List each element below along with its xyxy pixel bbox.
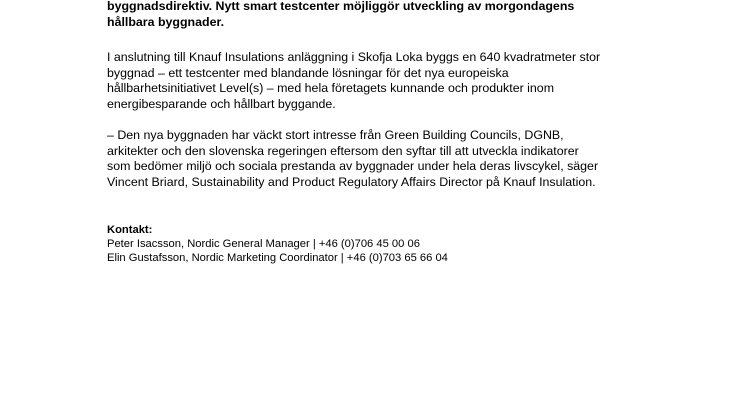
lead-line-1: byggnadsdirektiv. Nytt smart testcenter möjliggör utveckling av morgondagens: [107, 0, 575, 13]
paragraph2-line-2: arkitekter och den slovenska regeringen eftersom den syftar till att utveckla indikatorer: [107, 143, 579, 158]
lead-paragraph: [107, 0, 707, 30]
contact-label: Kontakt:: [107, 224, 153, 236]
lead-line-2: hållbara byggnader.: [107, 14, 225, 29]
paragraph1-line-2: byggnad – ett testcenter med blandande lösningar för det nya europeiska: [107, 65, 509, 80]
paragraph1-line-3: hållbarhetsinitiativet Level(s) – med hela företagets kunnande och produkter inom: [107, 81, 555, 95]
body-paragraph-2: [107, 128, 707, 190]
contact-person-1: Peter Isacsson, Nordic General Manager | +46 (0)706 45 00 06: [107, 238, 420, 250]
paragraph1-line-1: I anslutning till Knauf Insulations anläggning i Skofja Loka byggs en 640 kvadratmeter stor: [107, 50, 601, 64]
paragraph1-line-4: energibesparande och hållbart byggande.: [107, 96, 336, 111]
paragraph2-line-4: Vincent Briard, Sustainability and Product Regulatory Affairs Director på Knauf Insulation.: [107, 174, 596, 189]
paragraph2-line-1: – Den nya byggnaden har väckt stort intresse från Green Building Councils, DGNB,: [107, 128, 564, 142]
contact-person-2: Elin Gustafsson, Nordic Marketing Coordinator | +46 (0)703 65 66 04: [107, 252, 448, 264]
contact-section: [107, 223, 707, 265]
paragraph2-line-3: som bedömer miljö och sociala prestanda av byggnader under hela deras livscykel, säger: [107, 159, 599, 173]
body-paragraph-1: [107, 50, 707, 112]
